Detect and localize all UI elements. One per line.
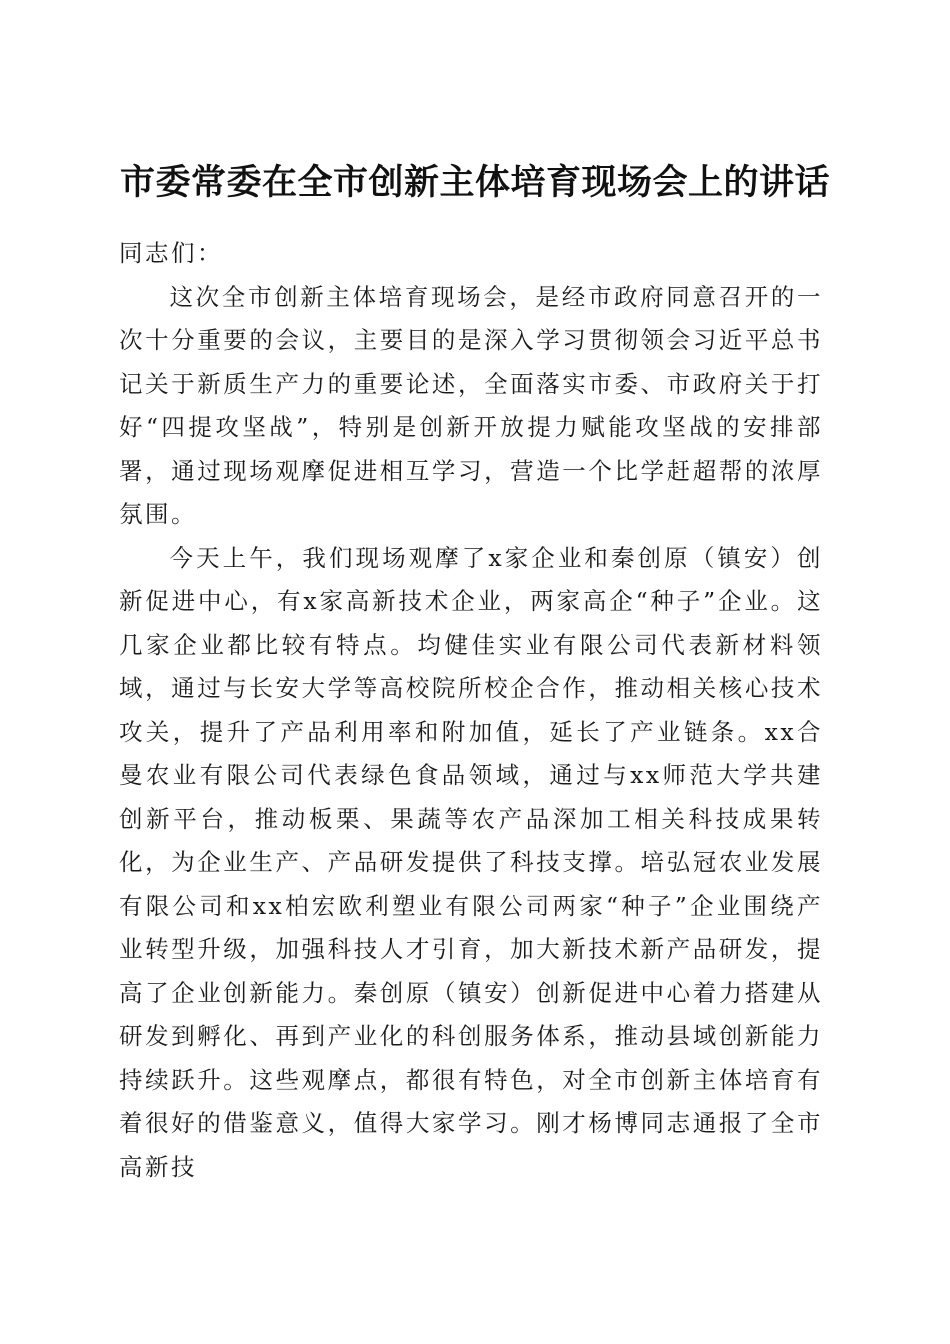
paragraph-2: 今天上午，我们现场观摩了x家企业和秦创原（镇安）创新促进中心，有x家高新技术企业，两家高企“种子”企业。这几家企业都比较有特点。均健佳实业有限公司代表新材料领域，通过与长安大学等高校院所校企合作，推动相关核心技术攻关，提升了产品利用率和附加值，延长了产业链条。xx合曼农业有限公司代表绿色食品领域，通过与xx师范大学共建创新平台，推动板栗、果蔬等农产品深加工相关科技成果转化，为企业生产、产品研发提供了科技支撑。培弘冠农业发展有限公司和xx柏宏欧利塑业有限公司两家“种子”企业围绕产业转型升级，加强科技人才引育，加大新技术新产品研发，提高了企业创新能力。秦创原（镇安）创新促进中心着力搭建从研发到孵化、再到产业化的科创服务体系，推动县域创新能力持续跃升。这些观摩点，都很有特色，对全市创新主体培育有着很好的借鉴意义，值得大家学习。刚才杨博同志通报了全市高新技 (119, 543, 823, 1181)
document-title: 市委常委在全市创新主体培育现场会上的讲话 (119, 162, 830, 204)
document-body (119, 232, 823, 1189)
salutation: 同志们： (119, 239, 223, 267)
paragraph-1: 这次全市创新主体培育现场会，是经市政府同意召开的一次十分重要的会议，主要目的是深入学习贯彻领会习近平总书记关于新质生产力的重要论述，全面落实市委、市政府关于打好“四提攻坚战”，特别是创新开放提力赋能攻坚战的安排部署，通过现场观摩促进相互学习，营造一个比学赶超帮的浓厚氛围。 (119, 282, 823, 528)
